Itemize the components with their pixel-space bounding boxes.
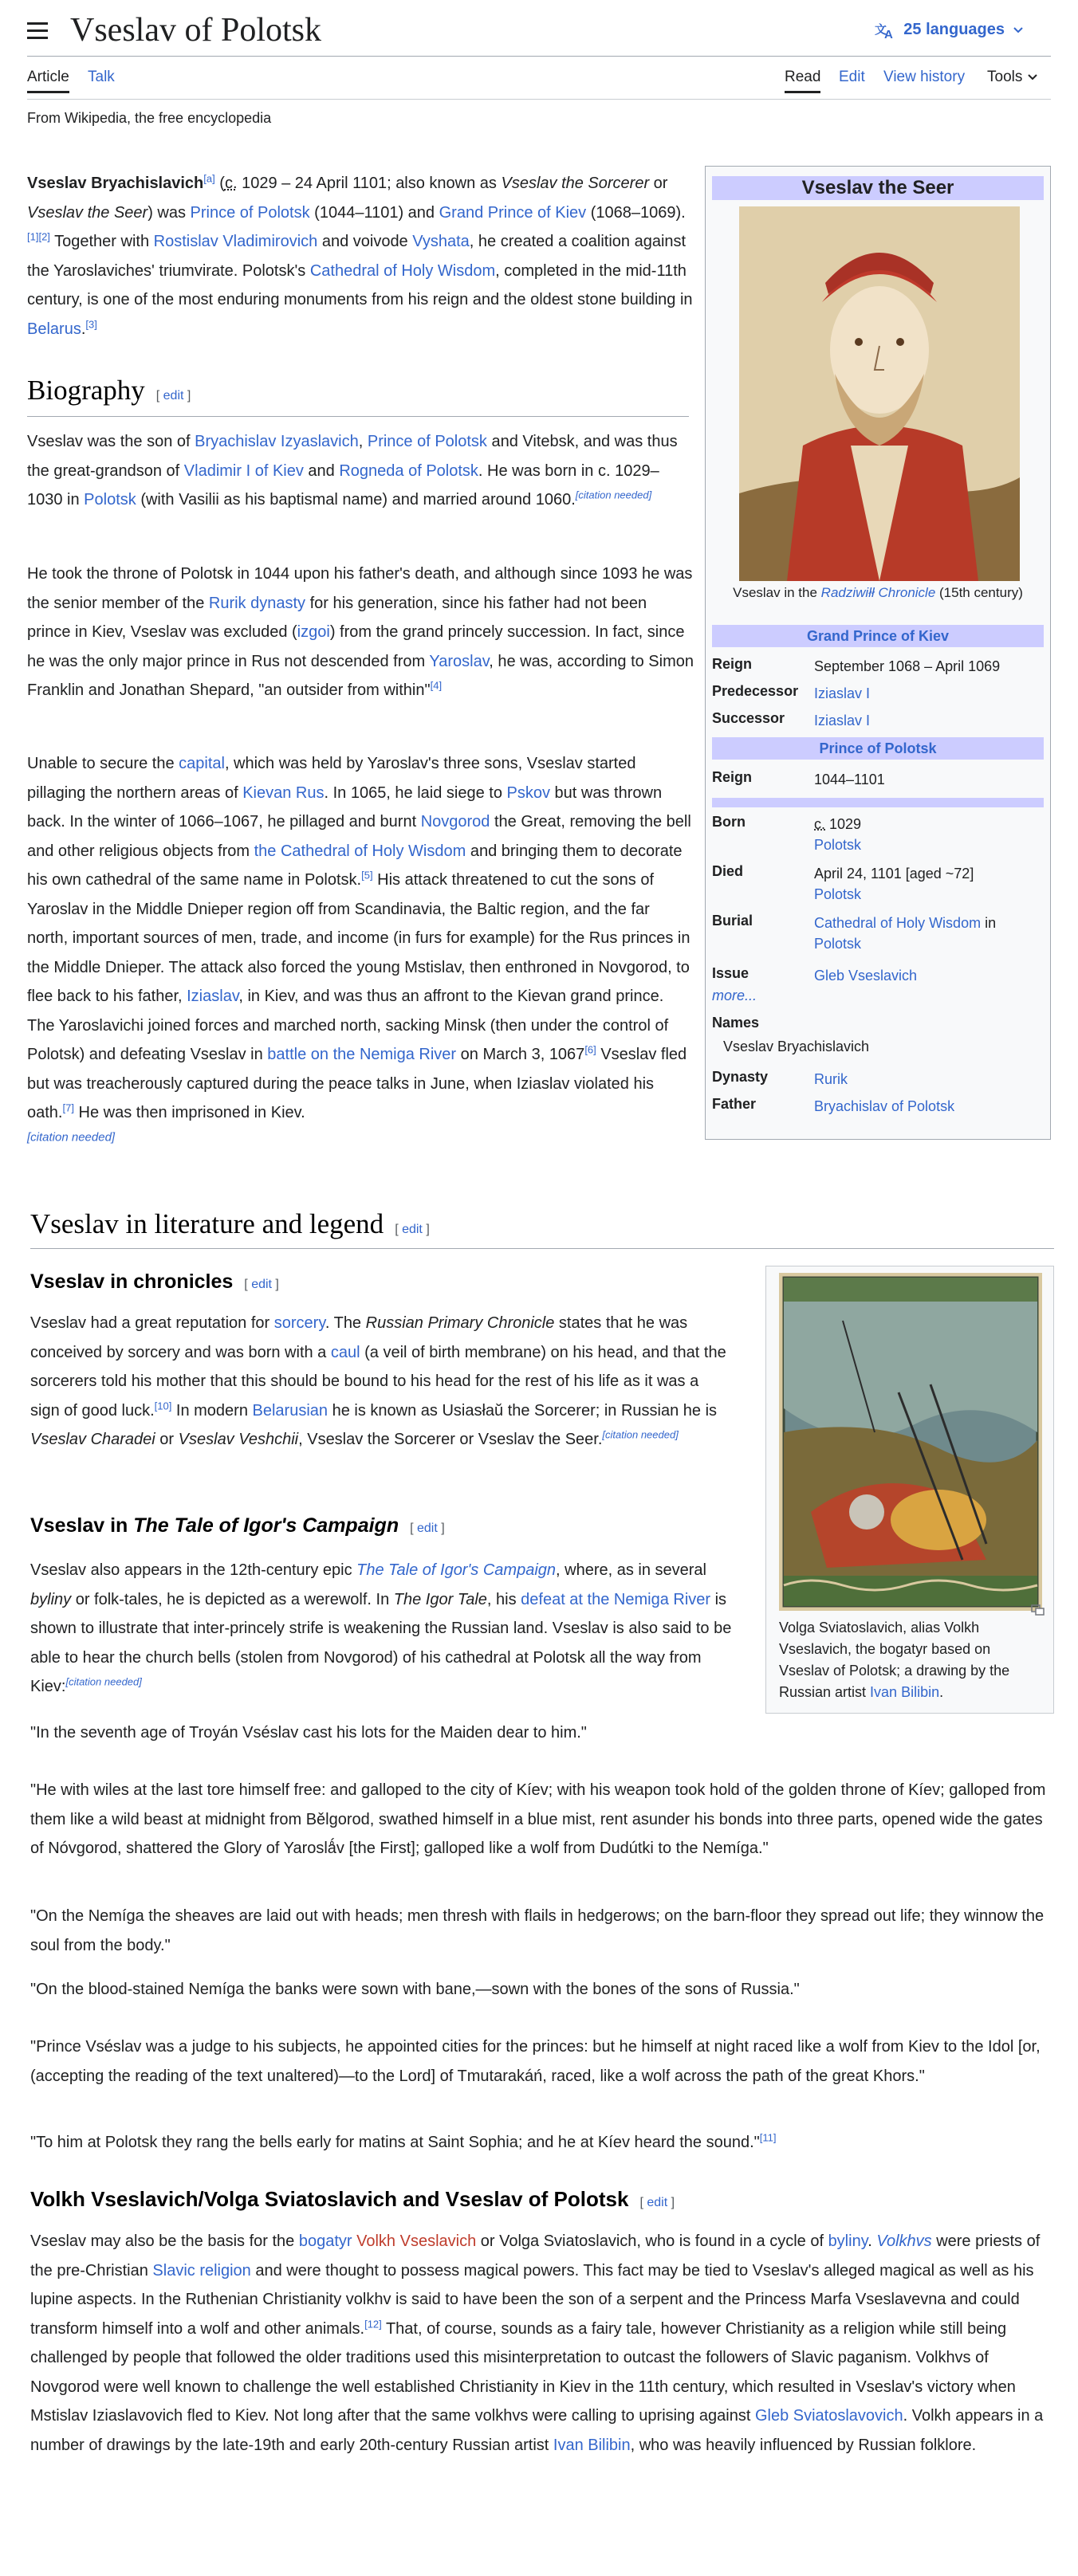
link[interactable]: Rurik dynasty [208,594,306,612]
link[interactable]: Grand Prince of Kiev [439,203,587,222]
ref-link[interactable]: [7] [62,1101,74,1114]
quote-1: "In the seventh age of Troyán Vséslav cast his lots for the Maiden dear to him." [30,1724,587,1742]
link[interactable]: Ivan Bilibin [553,2436,631,2454]
quote-3: "On the Nemíga the sheaves are laid out with heads; men thresh with flails in hedgerows; on the barn-floor they spread out life; they winnow the soul from the body." [30,1907,1045,1954]
section-heading-biography: Biography [ edit ] [27,375,191,406]
reign-value: September 1068 – April 1069 [814,658,1001,674]
link[interactable]: Prince of Polotsk [367,433,487,450]
edit-section-link[interactable]: edit [163,389,184,402]
redlink[interactable]: Volkh Vseslavich [356,2232,477,2250]
quote-5: "Prince Vséslav was a judge to his subjects, he appointed cities for the princes: but he himself at night raced like a wolf from Kiev to the Idol [or, (accepting the reading of the text unaltered)—to the Lord] of Tmutarakáń, raced, like a wolf across the path of the great Khors." [30,2038,1041,2085]
citation-needed[interactable]: [citation needed] [602,1428,679,1441]
infobox-band-grand-prince[interactable]: Grand Prince of Kiev [712,625,1044,647]
link[interactable]: Cathedral of Holy Wisdom [309,261,496,280]
infobox: Vseslav the Seer Vseslav in the Radziwiłł Chronicle (15th century) Grand Prince of Kiev Reign September 1068 – April 1069 Predecessor Iziaslav I Successor Iziaslav I Prince of Polotsk Reign 1044–1101 Born c. 1029 Polotsk Died April 24, 1101 [aged ~72] Polotsk Burial Cathedral of Holy Wisdom in Polotsk Issue Gleb Vseslavich more... Names Vseslav Bryachislavich Dynasty Rurik Father Bryachislav of Polotsk [705,166,1051,1140]
dynasty-label[interactable]: Dynasty [712,1069,769,1085]
link[interactable]: Vyshata [412,233,470,250]
link[interactable]: Vladimir I of Kiev [183,461,304,480]
ref-link[interactable]: [5] [361,869,373,882]
ref-link[interactable]: [10] [154,1399,172,1412]
infobox-band-prince-polotsk[interactable]: Prince of Polotsk [712,737,1044,760]
translate-icon [875,22,895,39]
born-value: c. 1029 Polotsk [814,816,862,853]
link[interactable]: Ivan Bilibin [870,1684,940,1700]
language-selector[interactable] [875,21,1024,39]
link[interactable]: Volkhvs [876,2232,932,2250]
link[interactable]: Iziaslav [187,988,239,1005]
link[interactable]: bogatyr [298,2232,352,2250]
link[interactable]: Belarusian [252,1401,329,1420]
dynasty-link[interactable]: Rurik [814,1071,848,1087]
link[interactable]: Kievan Rus [242,783,325,802]
subsection-heading-chronicles: Vseslav in chronicles [ edit ] [30,1270,279,1293]
subject-name: Vseslav Bryachislavich [27,175,204,192]
father-link[interactable]: Bryachislav of Polotsk [814,1098,955,1114]
link[interactable]: battle on the Nemiga River [267,1046,457,1063]
ref-link[interactable]: [11] [759,2131,777,2144]
subsection-heading-igor: Vseslav in The Tale of Igor's Campaign [ edit ] [30,1514,445,1537]
infobox-title: Vseslav the Seer [712,176,1044,200]
biography-paragraph-2: He took the throne of Polotsk in 1044 upon his father's death, and although since 1093 he was the senior member of the Rurik dynasty for his generation, since his father had not been prince in Kiev, Vseslav was excluded (izgoi) from the grand princely succession. In fact, since he was the only major prince in Rus not descended from Yaroslav, he was, according to Simon Franklin and Jonathan Shepard, "an outsider from within"[4] [27,565,694,699]
issue-link[interactable]: Gleb Vseslavich [814,968,918,984]
quote-2: "He with wiles at the last tore himself free: and galloped to the city of Kíev; with his weapon took hold of the golden throne of Kíev; galloped from them like a wild beast at midnight from Bělgorod, swathed himself in a blue mist, rent asunder his bonds into three parts, opened wide the gates of Nóvgorod, shattered the Glory of Yaroslǻv [the First]; galloped like a wolf from Dudútki to the Nemíga." [30,1781,1046,1857]
portrait-caption: Vseslav in the Radziwiłł Chronicle (15th century) [733,585,1023,600]
page-title: Vseslav of Polotsk [70,12,321,49]
ref-link[interactable]: [6] [584,1043,596,1056]
tab-edit[interactable]: Edit [839,69,865,85]
quote-6: "To him at Polotsk they rang the bells early for matins at Saint Sophia; and he at Kíev heard the sound."[11] [30,2131,777,2151]
chevron-down-icon [1013,26,1024,34]
citation-needed[interactable]: [citation needed] [65,1675,142,1688]
igor-paragraph: Vseslav also appears in the 12th-century epic The Tale of Igor's Campaign, where, as in several byliny or folk-tales, he is depicted as a werewolf. In The Igor Tale, his defeat at the Nemiga River is shown to illustrate that inter-princely strife is weakening the Russian land. Vseslav is also said to be able to hear the church bells (stolen from Novgorod) of his cathedral at Polotsk all the way from Kiev:[citation needed] [30,1561,732,1695]
reign-value: 1044–1101 [814,772,885,787]
section-heading-literature: Vseslav in literature and legend [ edit ] [30,1208,430,1239]
link[interactable]: Cathedral of Holy Wisdom [814,915,982,931]
link[interactable]: Polotsk [814,886,862,902]
link[interactable]: Bryachislav Izyaslavich [195,433,359,450]
link[interactable]: Slavic religion [152,2261,251,2280]
biography-paragraph-3: Unable to secure the capital, which was held by Yaroslav's three sons, Vseslav started pillaging the northern areas of Kievan Rus. In 1065, he laid siege to Pskov but was thrown back. In the winter of 1066–1067, he pillaged and burnt Novgorod the Great, removing the bell and other religious objects from the Cathedral of Holy Wisdom and bringing them to decorate his own cathedral of the same name in Polotsk.[5] His attack threatened to cut the sons of Yaroslav in the Middle Dnieper region off from Scandinavia, the Baltic region, and the far north, important sources of men, trade, and income (in furs for example) for the Rus princes in the Middle Dnieper. The attack also forced the young Mstislav, then enthroned in Novgorod, to flee back to his father, Iziaslav, in Kiev, and was thus an affront to the Kievan grand prince. The Yaroslavichi joined forces and marched north, sacking Minsk (then under the control of Polotsk) and defeating Vseslav in battle on the Nemiga River on March 3, 1067[6] Vseslav fled but was treacherously captured during the peace talks in June, when Iziaslav violated his oath.[7] He was then imprisoned in Kiev. [citation needed] [27,755,691,1144]
names-value: Vseslav Bryachislavich [723,1039,870,1054]
citation-needed[interactable]: [citation needed] [575,489,652,501]
link[interactable]: izgoi [297,623,330,641]
tab-article[interactable]: Article [27,69,69,93]
enlarge-icon[interactable] [1031,1604,1045,1616]
page-tabs [27,65,1051,99]
edit-section-link[interactable]: edit [251,1278,272,1291]
bilibin-figure [765,1266,1054,1714]
ref-link[interactable]: [4] [430,679,443,692]
issue-label[interactable]: Issue [712,965,749,981]
edit-section-link[interactable]: edit [416,1522,438,1535]
link[interactable]: caul [330,1343,360,1361]
link[interactable]: The Tale of Igor's Campaign [356,1561,557,1579]
citation-needed[interactable]: [citation needed] [27,1129,116,1144]
link[interactable]: Polotsk [814,837,862,853]
tools-label: Tools [987,69,1023,85]
language-count: 25 languages [903,21,1005,38]
predecessor-link[interactable]: Iziaslav I [814,685,871,701]
circa-abbr: c. [224,175,238,192]
ref-link[interactable]: [1][2] [27,230,50,243]
link[interactable]: capital [179,755,225,772]
died-value: April 24, 1101 [aged ~72] Polotsk [814,866,974,902]
intro-paragraph: Vseslav Bryachislavich[a] (c. 1029 – 24 April 1101; also known as Vseslav the Sorcerer or Vseslav the Seer) was Prince of Polotsk (1044–1101) and Grand Prince of Kiev (1068–1069).[1][2] Together with Rostislav Vladimirovich and voivode Vyshata, he created a coalition against the Yaroslaviches' triumvirate. Polotsk's Cathedral of Holy Wisdom, completed in the mid-11th century, is one of the most enduring monuments from his reign and the oldest stone building in Belarus.[3] [27,172,693,338]
link[interactable]: Polotsk [814,936,862,952]
link[interactable]: Radziwiłł Chronicle [820,585,936,600]
link[interactable]: Gleb Sviatoslavovich [754,2407,903,2425]
site-tagline: From Wikipedia, the free encyclopedia [27,110,272,126]
figure-caption: Volga Sviatoslavich, alias Volkh Vseslavich, the bogatyr based on Vseslav of Polotsk; a drawing by the Russian artist Ivan Bilibin. [779,1620,1010,1700]
link[interactable]: byliny [828,2232,868,2250]
tab-talk[interactable]: Talk [88,69,115,85]
edit-section-link[interactable]: edit [647,2196,668,2209]
link[interactable]: Rostislav Vladimirovich [153,233,318,250]
tab-view-history[interactable]: View history [883,69,966,85]
issue-more-link[interactable]: more... [712,988,757,1003]
ref-link[interactable]: [3] [85,317,97,330]
link[interactable]: Pskov [506,783,550,802]
edit-section-link[interactable]: edit [402,1223,423,1236]
tools-menu[interactable] [987,69,1038,86]
link[interactable]: Polotsk [84,491,136,509]
ref-link[interactable]: [12] [364,2317,382,2330]
link[interactable]: Belarus [27,320,81,338]
chevron-down-icon [1027,73,1038,81]
tab-read[interactable]: Read [785,69,820,93]
successor-link[interactable]: Iziaslav I [814,713,871,728]
chronicles-paragraph: Vseslav had a great reputation for sorcery. The Russian Primary Chronicle states that he was conceived by sorcery and was born with a caul (a veil of birth membrane) on his head, and that the sorcerers told his mother that this should be bound to his head for the rest of his life as it was a sign of good luck.[10] In modern Belarusian he is known as Usiasłaŭ the Sorcerer; in Russian he is Vseslav Charadei or Vseslav Veshchii, Vseslav the Sorcerer or Vseslav the Seer.[citation needed] [30,1314,726,1448]
biography-paragraph-1: Vseslav was the son of Bryachislav Izyaslavich, Prince of Polotsk and Vitebsk, and was thus the great-grandson of Vladimir I of Kiev and Rogneda of Polotsk. He was born in c. 1029–1030 in Polotsk (with Vasilii as his baptismal name) and married around 1060.[citation needed] [27,433,678,509]
link[interactable]: Prince of Polotsk [190,203,310,222]
portrait-image[interactable] [739,206,1020,581]
link[interactable]: defeat at the Nemiga River [521,1590,711,1608]
svg-text:A: A [884,27,894,39]
link[interactable]: Yaroslav [429,652,490,670]
ref-link[interactable]: [a] [203,172,215,185]
link[interactable]: the Cathedral of Holy Wisdom [254,842,466,860]
quote-4: "On the blood-stained Nemíga the banks were sown with bane,—sown with the bones of the sons of Russia." [30,1981,800,1998]
link[interactable]: Rogneda of Polotsk [339,461,478,480]
page-header [0,0,1078,57]
bilibin-illustration[interactable] [779,1273,1042,1611]
main-menu-icon[interactable] [27,22,49,40]
subsection-heading-volkh: Volkh Vseslavich/Volga Sviatoslavich and Vseslav of Polotsk [ edit ] [30,2187,675,2211]
link[interactable]: Novgorod [420,813,490,831]
svg-text:文: 文 [875,22,887,37]
link[interactable]: sorcery [273,1314,325,1332]
burial-value: Cathedral of Holy Wisdom in Polotsk [814,915,997,952]
volkh-paragraph: Vseslav may also be the basis for the bogatyr Volkh Vseslavich or Volga Sviatoslavich, who is found in a cycle of byliny. Volkhvs were priests of the pre-Christian Slavic religion and were thought to possess magical powers. This fact may be tied to Vseslav's alleged magical as well as his lupine aspects. In the Ruthenian Christianity volkhv is said to have been the son of a serpent and the Princess Marfa Vseslavevna and could transform himself into a wolf and other animals.[12] That, of course, sounds as a fairy tale, however Christianity as a religion while still being challenged by people that followed the older traditions used this misinterpretation to outcast the followers of Slavic paganism. Volkhvs of Novgorod were well known to challenge the well established Christianity in Kiev in the 11th century, which resulted in Vseslav's victory when Mstislav Iziaslavovich fled to Kiev. Not long after that the same volkhvs were calling to uprising against Gleb Sviatoslavovich. Volkh appears in a number of drawings by the late-19th and early 20th-century Russian artist Ivan Bilibin, who was heavily influenced by Russian folklore. [30,2232,1044,2454]
